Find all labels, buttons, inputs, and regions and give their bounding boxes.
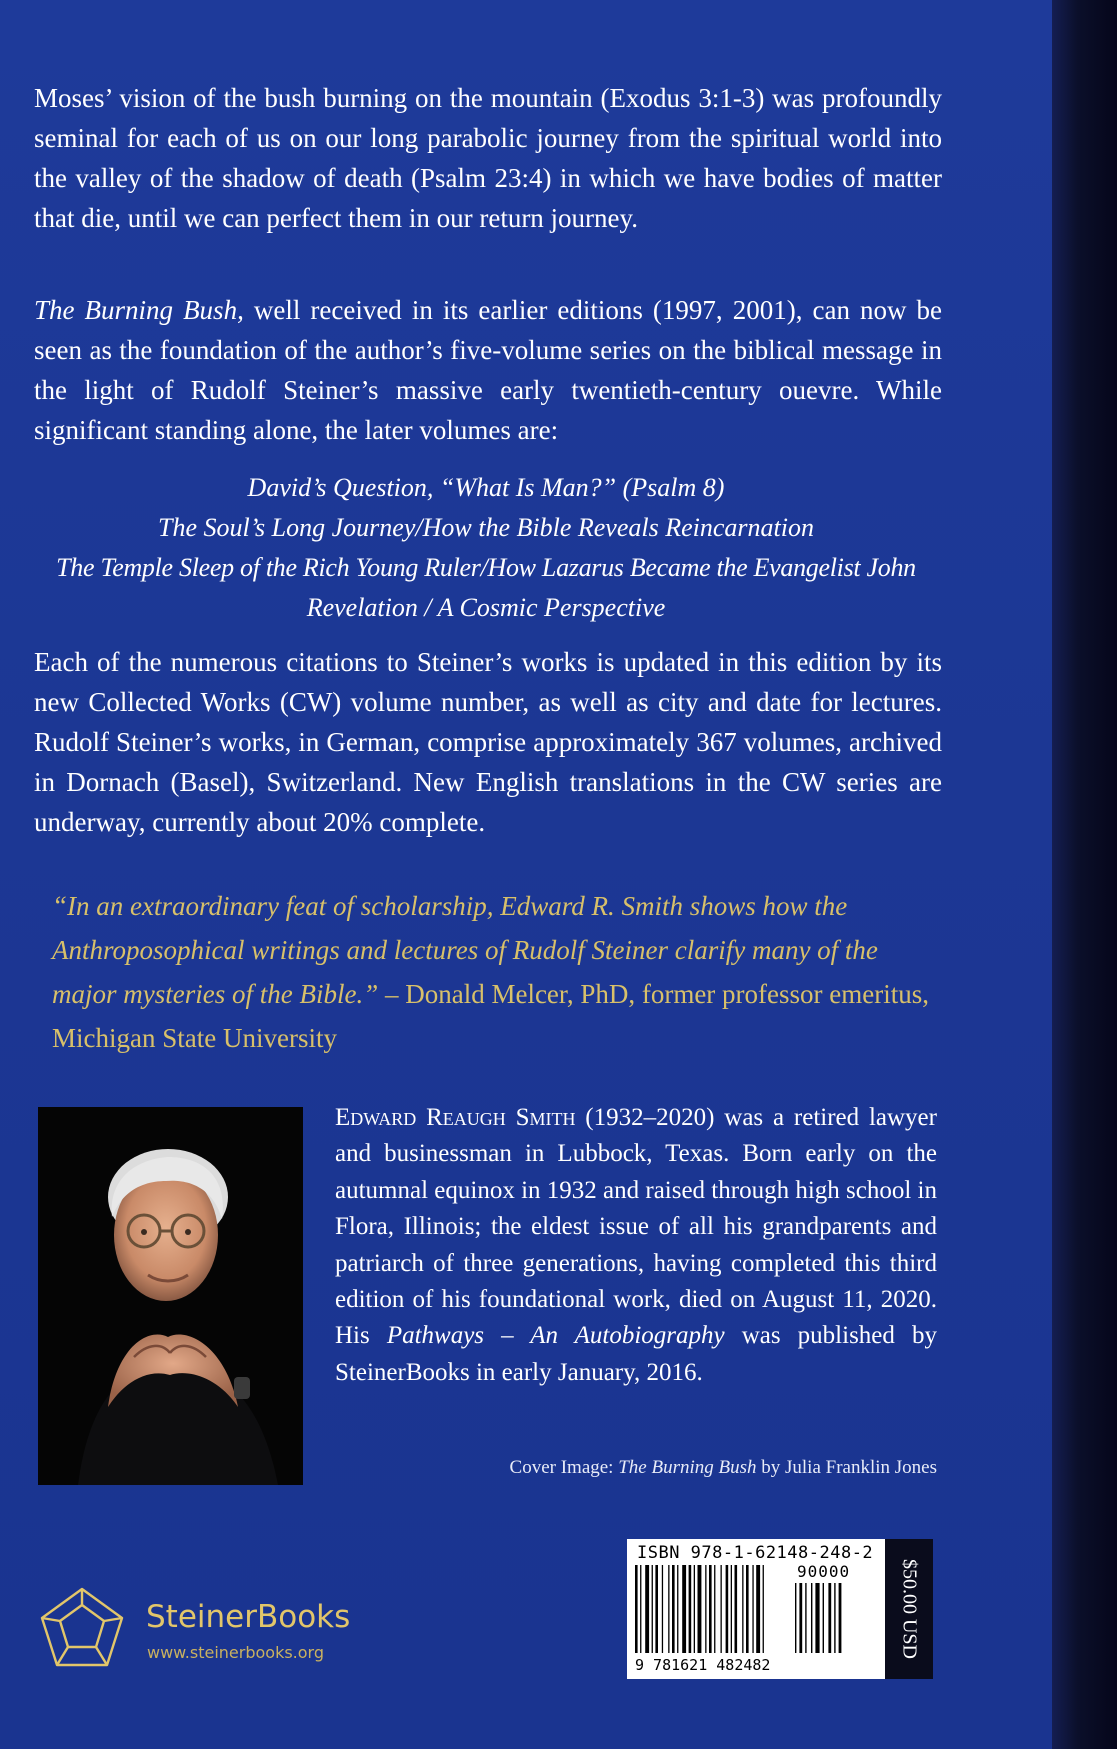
- addon-bar: [805, 1583, 806, 1653]
- barcode-digits: 9 781621 482482: [635, 1656, 771, 1674]
- quote-attribution: – Donald Melcer, PhD, former professor emeritus, Michigan State University: [52, 979, 929, 1053]
- citations-paragraph: Each of the numerous citations to Steiner’s works is updated in this edition by its new Collected Works (CW) volume number, as well as city and date for lectures. Rudolf Steiner’s works, in German, comprise approximately 367 volumes, archived in Dornach (Basel), Switzerland. New English translations in the CW series are underway, currently about 20% complete.: [34, 647, 942, 837]
- barcode-bar: [655, 1565, 658, 1653]
- series-title-3: The Temple Sleep of the Rich Young Ruler/How Lazarus Became the Evangelist John: [56, 553, 916, 582]
- barcode-bar: [709, 1565, 712, 1653]
- credit-suffix: by Julia Franklin Jones: [756, 1457, 937, 1478]
- dodecahedron-icon: [36, 1585, 128, 1675]
- barcode-bar: [763, 1565, 764, 1653]
- addon-bar: [839, 1583, 842, 1653]
- bio-text-2: was published by SteinerBooks in early January, 2016.: [335, 1322, 937, 1386]
- spine-edge: [1052, 0, 1117, 1749]
- barcode-bar: [698, 1565, 702, 1653]
- addon-bar: [811, 1583, 812, 1653]
- barcode-bar: [652, 1565, 653, 1653]
- addon-bar: [834, 1583, 835, 1653]
- author-bio: [335, 1100, 937, 1391]
- addon-bar: [823, 1583, 824, 1653]
- publisher-logo: [36, 1585, 356, 1675]
- barcode-bar: [635, 1565, 638, 1653]
- barcode-bar: [705, 1565, 706, 1653]
- barcode-bar: [721, 1565, 722, 1653]
- barcode-bar: [752, 1565, 753, 1653]
- barcode-bar: [726, 1565, 729, 1653]
- barcode-bar: [735, 1565, 738, 1653]
- barcode-bar: [756, 1565, 760, 1653]
- price-panel: [885, 1539, 933, 1679]
- bio-text-1: (1932–2020) was a retired lawyer and businessman in Lubbock, Texas. Born early on the autumnal equinox in 1932 and raised through high school in Flora, Illinois; the eldest issue of all his grandparents and patriarch of three generations, having completed this third edition of his foundational work, died on August 11, 2020. His: [335, 1104, 937, 1350]
- publisher-url[interactable]: www.steinerbooks.org: [147, 1643, 324, 1662]
- series-paragraph: [34, 290, 942, 450]
- barcode-bar: [731, 1565, 732, 1653]
- barcode-bar: [746, 1565, 749, 1653]
- author-photo: [38, 1107, 303, 1485]
- series-title-2: The Soul’s Long Journey/How the Bible Reveals Reincarnation: [158, 513, 814, 542]
- publisher-name: SteinerBooks: [146, 1599, 351, 1635]
- credit-title: The Burning Bush: [618, 1457, 757, 1478]
- addon-bar: [828, 1583, 831, 1653]
- addon-bar: [795, 1583, 796, 1653]
- barcode-bar: [668, 1565, 669, 1653]
- barcode-bar: [662, 1565, 663, 1653]
- barcode-bar: [714, 1565, 715, 1653]
- author-portrait-illustration: [38, 1107, 303, 1485]
- addon-code: 90000: [797, 1562, 851, 1581]
- credit-prefix: Cover Image:: [509, 1457, 619, 1478]
- barcode-bar: [645, 1565, 649, 1653]
- barcode-bar: [742, 1565, 743, 1653]
- autobiography-title: Pathways – An Autobiography: [386, 1322, 725, 1350]
- series-title-1: David’s Question, “What Is Man?” (Psalm 8): [247, 473, 725, 502]
- cover-image-credit: [335, 1457, 937, 1479]
- endorsement-quote: [52, 884, 937, 1060]
- quote-text: “In an extraordinary feat of scholarship, Edward R. Smith shows how the Anthroposophical writings and lectures of Rudolf Steiner clarify many of the major mysteries of the Bible.”: [52, 891, 878, 1009]
- barcode-bar: [672, 1565, 675, 1653]
- barcode-bar: [682, 1565, 686, 1653]
- series-paragraph-text: well received in its earlier editions (1997, 2001), can now be seen as the foundation of the author’s five-volume series on the biblical message in the light of Rudolf Steiner’s massive early twentieth-century ouevre. While significant standing alone, the later volumes are:: [34, 295, 942, 445]
- barcode-bar: [694, 1565, 695, 1653]
- author-name: Edward Reaugh Smith: [335, 1104, 576, 1131]
- series-titles-list: [20, 468, 952, 628]
- series-title-4: Revelation / A Cosmic Perspective: [306, 593, 666, 622]
- barcode-bar: [677, 1565, 678, 1653]
- addon-bar: [799, 1583, 802, 1653]
- intro-paragraph: Moses’ vision of the bush burning on the mountain (Exodus 3:1-3) was profoundly seminal for each of us on our long parabolic journey from the spiritual world into the valley of the shadow of death (Psalm 23:4) in which we have bodies of matter that die, until we can perfect them in our return journey.: [34, 83, 942, 233]
- barcode-bar: [689, 1565, 692, 1653]
- isbn-label: ISBN 978-1-62148-248-2: [637, 1543, 874, 1563]
- price-label: $50.00 USD: [898, 1558, 921, 1660]
- addon-bar: [815, 1583, 819, 1653]
- barcode-bar: [640, 1565, 641, 1653]
- book-title-italic: The Burning Bush,: [34, 295, 244, 325]
- isbn-barcode: [627, 1539, 885, 1679]
